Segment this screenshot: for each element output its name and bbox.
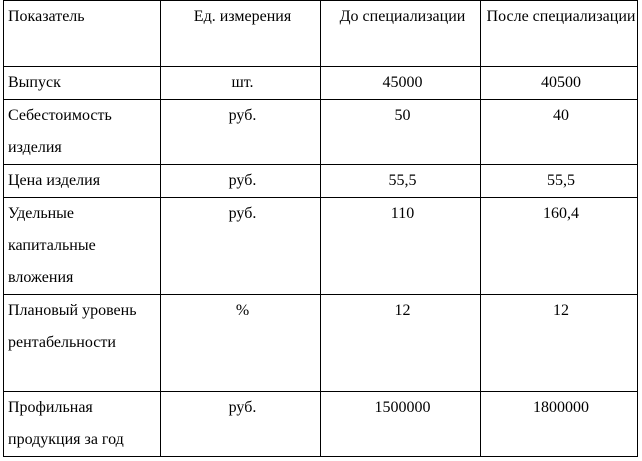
- table-row: [4, 295, 638, 392]
- header-after: После специализации: [481, 1, 638, 67]
- data-table: [3, 0, 638, 457]
- table-row: [4, 392, 638, 457]
- row-indicator: Себестоимость изделия: [4, 100, 161, 165]
- row-unit: руб.: [161, 198, 321, 295]
- row-unit: шт.: [161, 67, 321, 100]
- table-row: [4, 100, 638, 165]
- row-indicator: Выпуск: [4, 67, 161, 100]
- row-after: 55,5: [481, 165, 638, 198]
- row-indicator: Цена изделия: [4, 165, 161, 198]
- row-after: 40500: [481, 67, 638, 100]
- row-after: 1800000: [481, 392, 638, 457]
- row-unit: руб.: [161, 100, 321, 165]
- row-before: 110: [321, 198, 481, 295]
- table-row: [4, 67, 638, 100]
- header-unit: Ед. измерения: [161, 1, 321, 67]
- row-after: 40: [481, 100, 638, 165]
- row-indicator: Профильная продукция за год: [4, 392, 161, 457]
- row-before: 1500000: [321, 392, 481, 457]
- row-before: 12: [321, 295, 481, 392]
- header-row: [4, 1, 638, 67]
- table-row: [4, 198, 638, 295]
- row-before: 45000: [321, 67, 481, 100]
- header-before: До специализации: [321, 1, 481, 67]
- row-after: 12: [481, 295, 638, 392]
- row-before: 50: [321, 100, 481, 165]
- row-unit: %: [161, 295, 321, 392]
- row-before: 55,5: [321, 165, 481, 198]
- row-unit: руб.: [161, 165, 321, 198]
- row-indicator: Удельные капитальные вложения: [4, 198, 161, 295]
- table-row: [4, 165, 638, 198]
- header-indicator: Показатель: [4, 1, 161, 67]
- row-unit: руб.: [161, 392, 321, 457]
- row-after: 160,4: [481, 198, 638, 295]
- row-indicator: Плановый уровень рентабельности: [4, 295, 161, 392]
